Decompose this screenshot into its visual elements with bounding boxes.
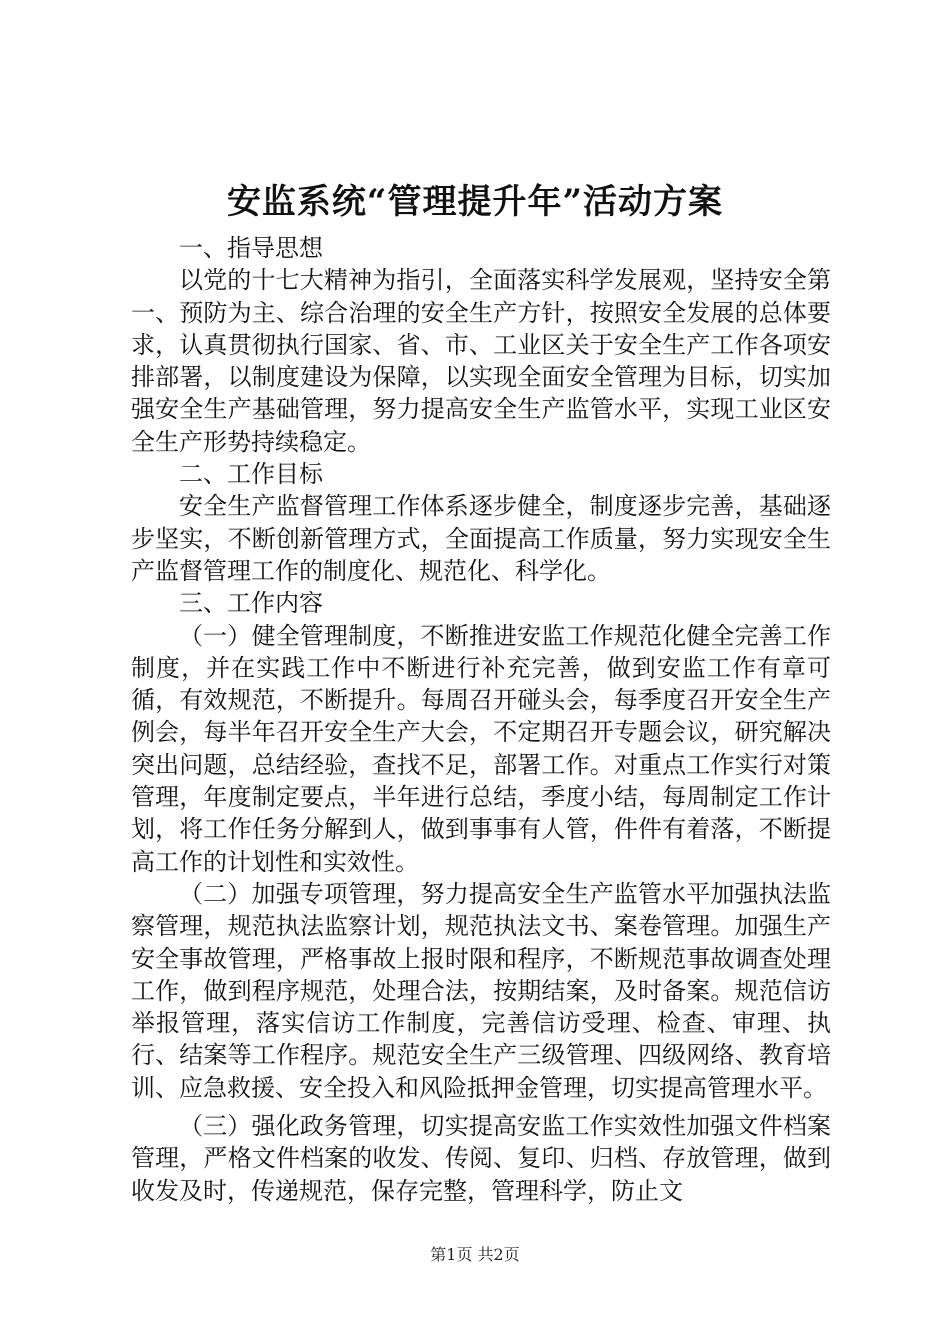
- document-title: 安监系统“管理提升年”活动方案: [226, 182, 724, 222]
- page-footer: 第1页 共2页: [430, 1245, 520, 1264]
- section-heading-work-goals: 二、工作目标: [179, 460, 323, 489]
- paragraph-item-1: （一）健全管理制度，不断推进安监工作规范化健全完善工作制度，并在实践工作中不断进行补充完善，做到安监工作有章可循，有效规范，不断提升。每周召开碰头会，每季度召开安全生产例会，每半年召开安全生产大会，不定期召开专题会议，研究解决突出问题，总结经验，查找不足，部署工作。对重点工作实行对策管理，年度制定要点，半年进行总结，季度小结，每周制定工作计划，将工作任务分解到人，做到事事有人管，件件有着落，不断提高工作的计划性和实效性。: [131, 621, 831, 876]
- paragraph-work-goals: 安全生产监督管理工作体系逐步健全，制度逐步完善，基础逐步坚实，不断创新管理方式，全面提高工作质量，努力实现安全生产监督管理工作的制度化、规范化、科学化。: [131, 492, 831, 585]
- section-heading-work-content: 三、工作内容: [179, 589, 323, 618]
- section-heading-guiding-ideology: 一、指导思想: [179, 234, 323, 262]
- document-body: [131, 232, 831, 1207]
- paragraph-guiding-ideology: 以党的十七大精神为指引，全面落实科学发展观，坚持安全第一、预防为主、综合治理的安全生产方针，按照安全发展的总体要求，认真贯彻执行国家、省、市、工业区关于安全生产工作各项安排部署，以制度建设为保障，以实现全面安全管理为目标，切实加强安全生产基础管理，努力提高安全生产监管水平，实现工业区安全生产形势持续稳定。: [131, 266, 831, 456]
- paragraph-item-3: （三）强化政务管理，切实提高安监工作实效性加强文件档案管理，严格文件档案的收发、传阅、复印、归档、存放管理，做到收发及时，传递规范，保存完整，管理科学，防止文: [131, 1112, 831, 1205]
- paragraph-item-2: （二）加强专项管理，努力提高安全生产监管水平加强执法监察管理，规范执法监察计划，规范执法文书、案卷管理。加强生产安全事故管理，严格事故上报时限和程序，不断规范事故调查处理工作，做到程序规范，处理合法，按期结案，及时备案。规范信访举报管理，落实信访工作制度，完善信访受理、检查、审理、执行、结案等工作程序。规范安全生产三级管理、四级网络、教育培训、应急救援、安全投入和风险抵押金管理，切实提高管理水平。: [131, 879, 831, 1102]
